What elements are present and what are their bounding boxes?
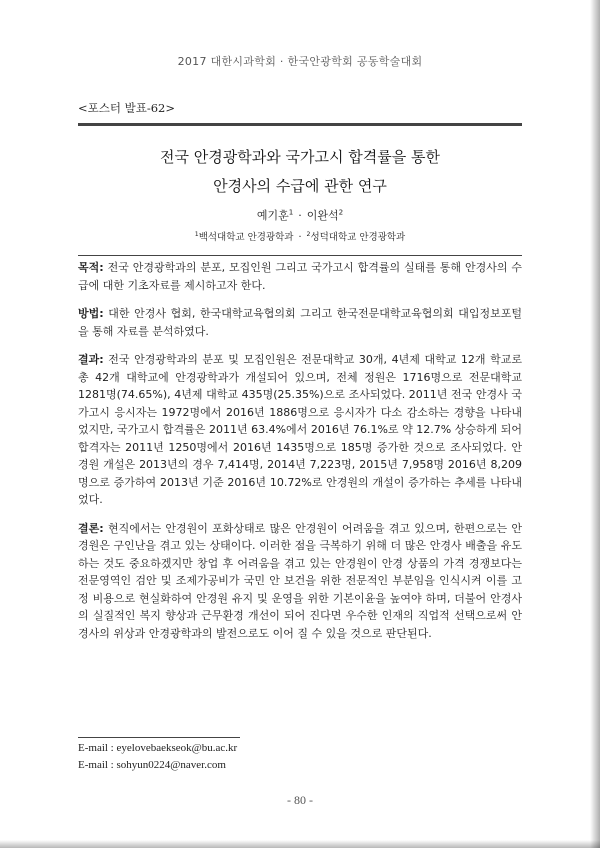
page-number: - 80 -: [287, 793, 313, 807]
section-text: 전국 안경광학과의 분포, 모집인원 그리고 국가고시 합격률의 실태를 통해 안경사의 수급에 대한 기초자료를 제시하고자 한다.: [78, 261, 522, 292]
email-label: E-mail :: [78, 759, 114, 771]
email-line: [78, 740, 237, 757]
section-text: 전국 안경광학과의 분포 및 모집인원은 전문대학교 30개, 4년제 대학교 12개 학교로 총 42개 대학교에 안경광학과가 개설되어 있으며, 전체 정원은 1716명으로 전문대학교 1281명(74.65%), 4년제 대학교 435명(25.35%)으로 조사되었다. 2011년 전국 안경사 국가고시 응시자는 1972명에서 2016년 1886명으로 응시자가 다소 감소하는 경향을 나타내었지만, 국가고시 합격률은 2011년 63.4%에서 2016년 76.1%로 약 12.7% 상승하게 되어 합격자는 2011년 1250명에서 2016년 1435명으로 185명 증가한 것으로 조사되었다. 안경원 개설은 2013년의 경우 7,414명, 2014년 7,223명, 2015년 7,958명 2016년 8,209명으로 증가하여 2013년 기준 2016년 10.72%로 안경원의 개설이 증가하는 추세를 나타내었다.: [78, 353, 523, 506]
section-methods: [78, 305, 522, 340]
affiliation-marker: 2: [306, 230, 311, 238]
section-objective: [78, 259, 522, 294]
footnote-divider: [78, 737, 240, 738]
author-affiliation-marker: 2: [338, 207, 344, 217]
affiliation-name: 성덕대학교 안경광학과: [310, 232, 406, 243]
section-label: 결과:: [78, 353, 104, 366]
paper-title-line: 전국 안경광학과와 국가고시 합격률을 통한: [160, 148, 440, 166]
author-name: 이완석: [306, 209, 339, 222]
abstract-body: [78, 259, 522, 653]
affiliation-line: [78, 231, 522, 245]
contact-emails: [78, 740, 237, 774]
author-line: [78, 208, 522, 224]
section-label: 목적:: [78, 261, 104, 274]
affiliation-marker: 1: [194, 230, 199, 238]
author-name: 예기훈: [256, 209, 289, 222]
section-label: 방법:: [78, 307, 104, 320]
section-results: [78, 351, 522, 509]
email-address: eyelovebaekseok@bu.ac.kr: [116, 742, 238, 754]
author-affiliation-marker: 1: [288, 207, 294, 217]
section-text: 대한 안경사 협회, 한국대학교육협의회 그리고 한국전문대학교육협의회 대입정보포털을 통해 자료를 분석하였다.: [78, 307, 523, 338]
page-edge-shadow-right: [590, 0, 600, 848]
affiliation-name: 백석대학교 안경광학과: [198, 232, 294, 243]
email-line: [78, 757, 237, 774]
section-text: 현직에서는 안경원이 포화상태로 많은 안경원이 어려움을 겪고 있으며, 한편으로는 안경원은 구인난을 겪고 있는 상태이다. 이러한 점을 극복하기 위해 더 많은 안경사 배출을 유도하는 것도 중요하겠지만 창업 후 어려움을 겪고 있는 안경원이 안경 상품의 가격 경쟁보다는 전문영역인 검안 및 조제가공비가 국민 안 보건을 위한 전문적인 부분임을 인식시켜 이를 고정 비용으로 현실화하여 안경원 유지 및 운영을 위한 기본이윤을 높여야 하며, 더불어 안경사의 실질적인 복지 향상과 근무환경 개선이 되어 진다면 우수한 인재의 직업적 선택으로써 안경사의 위상과 안경광학과의 발전으로도 이어 질 수 있을 것으로 판단된다.: [78, 521, 522, 640]
page-edge-shadow-bottom: [0, 840, 600, 848]
title-block: [78, 123, 522, 256]
email-label: E-mail :: [78, 742, 114, 754]
email-address: sohyun0224@naver.com: [116, 759, 226, 771]
running-header: 2017 대한시과학회 · 한국안광학회 공동학술대회: [177, 55, 423, 68]
affiliation-separator: ·: [298, 232, 302, 243]
paper-title-line: 안경사의 수급에 관한 연구: [213, 177, 387, 195]
author-separator: ·: [298, 209, 302, 222]
section-label: 결론:: [78, 521, 104, 535]
poster-number-label: <포스터 발표-62>: [78, 101, 175, 115]
section-conclusion: [78, 520, 522, 643]
